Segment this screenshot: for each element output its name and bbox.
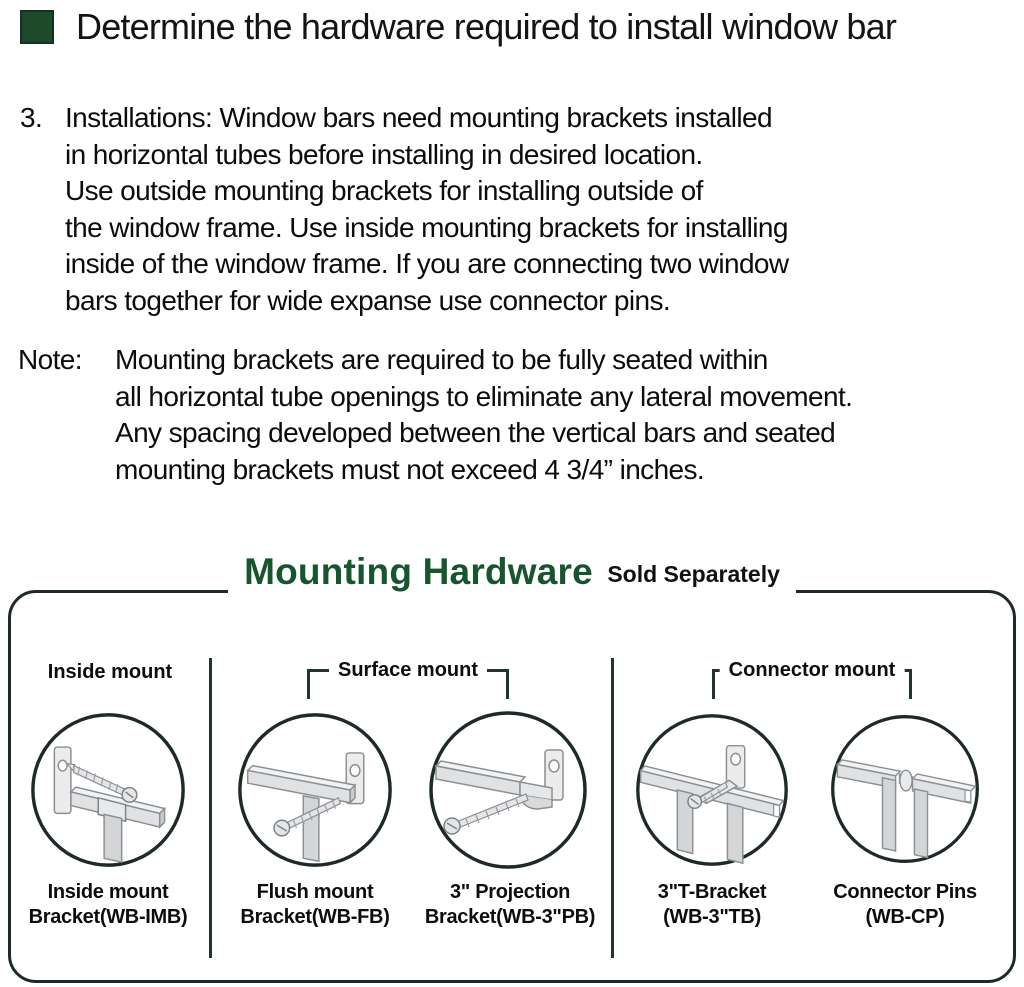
item-name: 3" Projection	[449, 881, 571, 903]
note-line: Any spacing developed between the vertical bars and seated	[115, 417, 836, 448]
group-label-inside-mount: Inside mount	[47, 661, 173, 683]
installation-instructions	[20, 100, 789, 319]
note-text	[115, 342, 852, 488]
note-line: Mounting brackets are required to be fully seated within	[115, 344, 768, 375]
section-header	[20, 6, 896, 48]
note-line: mounting brackets must not exceed 4 3/4” inches.	[115, 453, 705, 485]
instruction-text	[65, 100, 789, 319]
instruction-line: the window frame. Use inside mounting brackets for installing	[65, 211, 788, 243]
green-square-bullet-icon	[20, 10, 54, 44]
flush-mount-bracket-illustration	[235, 710, 395, 870]
item-model: Bracket(WB-FB)	[240, 906, 390, 928]
item-model: (WB-3"TB)	[663, 906, 761, 928]
item-caption-flush-mount	[220, 880, 410, 930]
item-caption-inside-mount	[13, 880, 203, 930]
column-divider	[611, 658, 614, 958]
group-label-surface-mount: Surface mount	[329, 659, 487, 682]
hardware-title-bar	[0, 551, 1024, 593]
column-divider	[209, 658, 212, 958]
item-name: Flush mount	[256, 881, 374, 903]
group-bracket-connector-mount	[712, 659, 912, 699]
note-line: all horizontal tube openings to eliminate any lateral movement.	[115, 380, 853, 412]
item-name: Inside mount	[47, 881, 169, 903]
inside-mount-bracket-illustration	[28, 710, 188, 870]
group-label-connector-mount: Connector mount	[720, 659, 905, 682]
instruction-line: bars together for wide expanse use connector pins.	[65, 284, 671, 316]
note-label: Note:	[18, 344, 82, 375]
instruction-line: Use outside mounting brackets for installing outside of	[65, 175, 703, 206]
item-name: 3"T-Bracket	[657, 881, 767, 903]
projection-bracket-illustration	[426, 708, 590, 872]
group-bracket-surface-mount	[307, 659, 509, 699]
hardware-title-wrap	[228, 551, 796, 593]
item-caption-projection	[415, 880, 605, 930]
instruction-line: inside of the window frame. If you are connecting two window	[65, 248, 789, 279]
item-caption-connector-pins	[810, 880, 1000, 930]
connector-pins-illustration	[828, 712, 982, 866]
item-model: Bracket(WB-IMB)	[28, 906, 188, 928]
item-name: Connector Pins	[833, 881, 977, 903]
item-model: (WB-CP)	[865, 906, 945, 928]
note-paragraph	[18, 342, 852, 488]
hardware-title: Mounting Hardware	[244, 551, 593, 592]
instruction-line: Installations: Window bars need mounting brackets installed	[65, 102, 772, 133]
page-title: Determine the hardware required to install window bar	[76, 6, 897, 47]
item-caption-t-bracket	[617, 880, 807, 930]
item-model: Bracket(WB-3"PB)	[424, 906, 596, 928]
hardware-subtitle: Sold Separately	[607, 561, 780, 587]
list-number: 3.	[20, 102, 43, 133]
instruction-line: in horizontal tubes before installing in desired location.	[65, 138, 703, 170]
t-bracket-illustration	[633, 711, 791, 869]
